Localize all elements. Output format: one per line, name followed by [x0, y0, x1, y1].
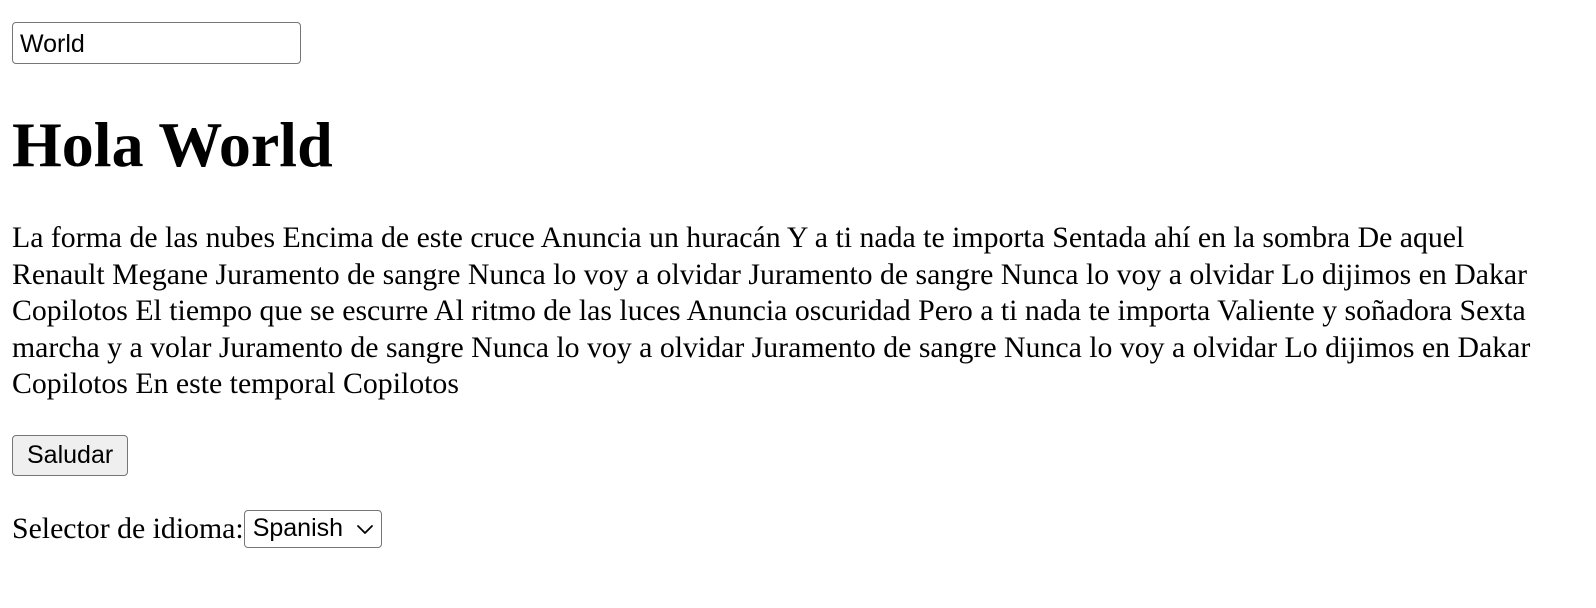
name-input[interactable] [12, 22, 301, 64]
lyrics-paragraph: La forma de las nubes Encima de este cruce Anuncia un huracán Y a ti nada te importa Sentada ahí en la sombra De aquel Renault Megane Juramento de sangre Nunca lo voy a olvidar Juramento de sangre Nunca lo voy a olvidar Lo dijimos en Dakar Copilotos El tiempo que se escurre Al ritmo de las luces Anuncia oscuridad Pero a ti nada te importa Valiente y soñadora Sexta marcha y a volar Juramento de sangre Nunca lo voy a olvidar Juramento de sangre Nunca lo voy a olvidar Lo dijimos en Dakar Copilotos En este temporal Copilotos [12, 221, 1531, 400]
language-selector-label: Selector de idioma: [12, 511, 244, 545]
language-select-value: Spanish [252, 514, 344, 542]
chevron-down-icon [355, 522, 375, 536]
language-select[interactable] [244, 510, 382, 548]
language-selector-row [12, 510, 1584, 548]
greet-button[interactable]: Saludar [12, 435, 128, 476]
greeting-heading: Hola World [12, 109, 333, 180]
